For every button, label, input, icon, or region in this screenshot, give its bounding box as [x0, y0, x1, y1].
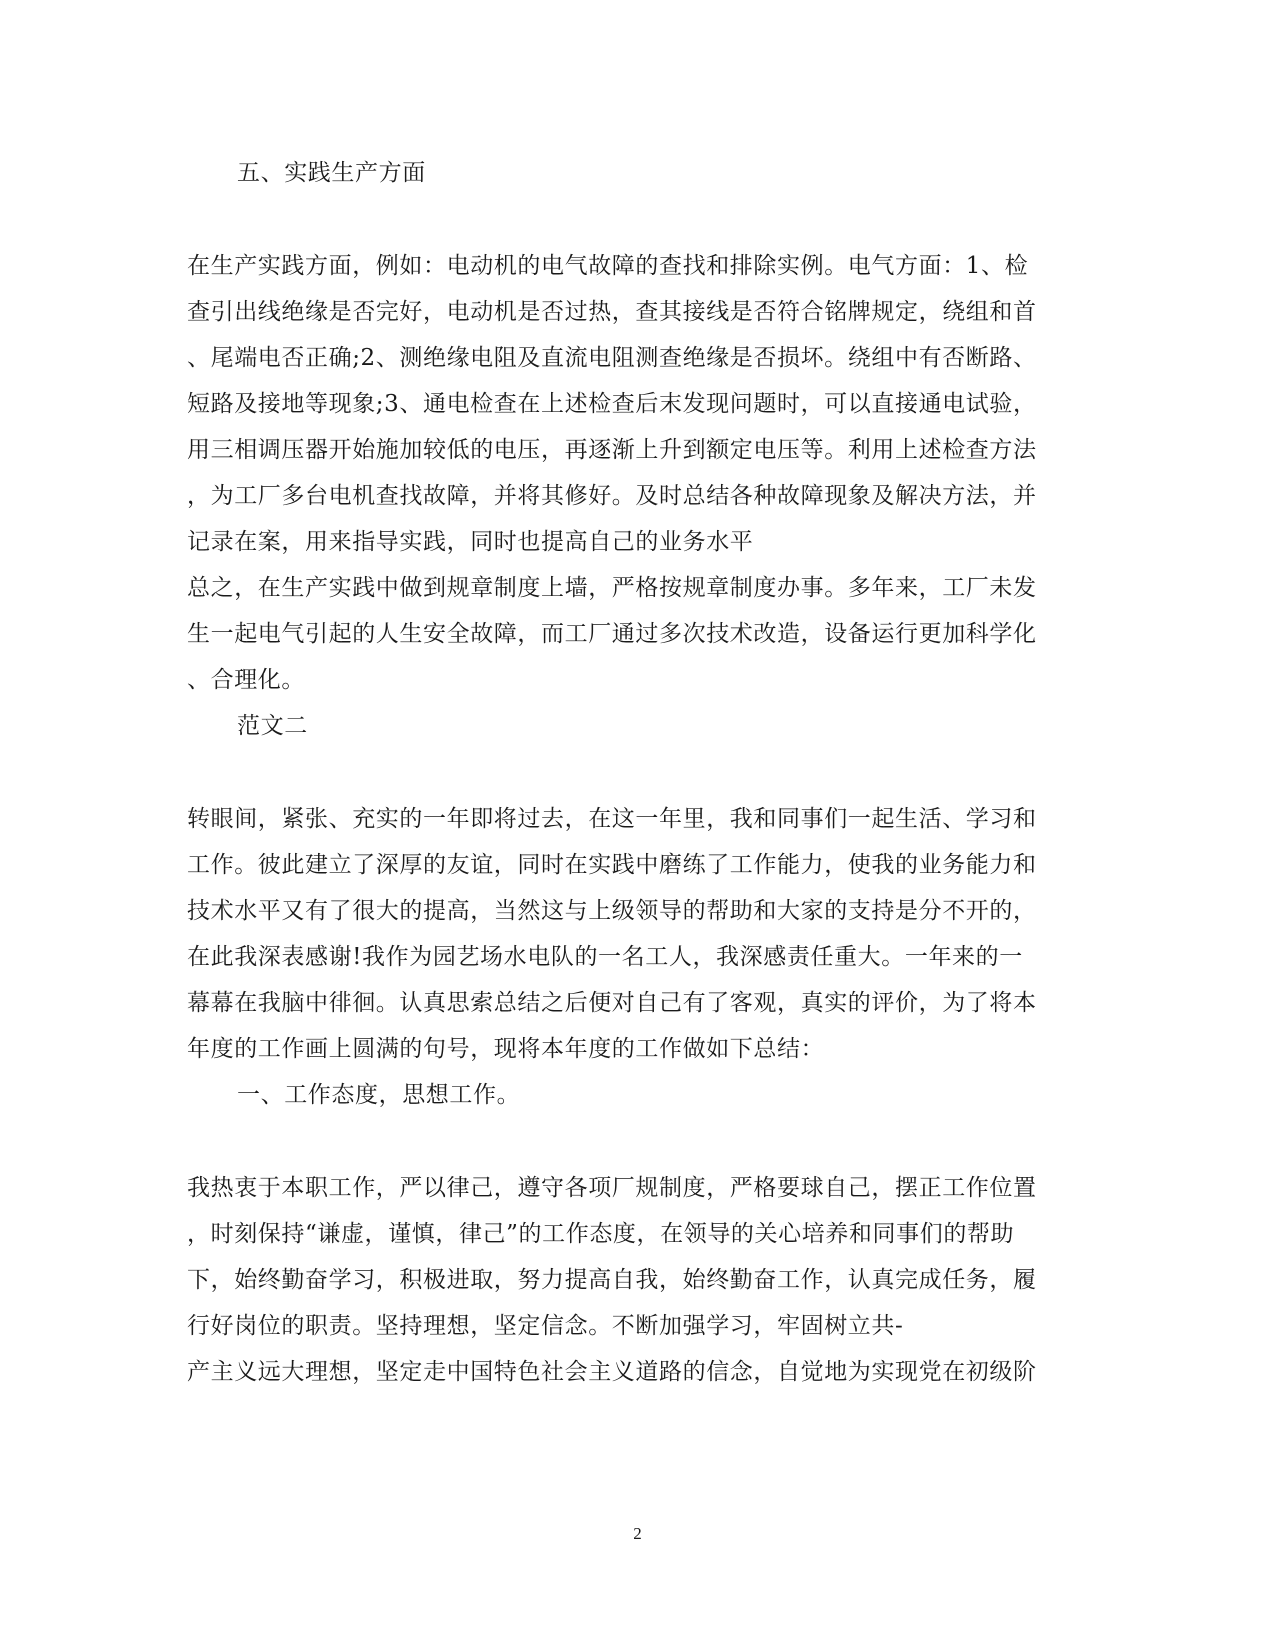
paragraph-line: 行好岗位的职责。坚持理想，坚定信念。不断加强学习，牢固树立共-	[187, 1313, 904, 1339]
paragraph-line: 下，始终勤奋学习，积极进取，努力提高自我，始终勤奋工作，认真完成任务，履	[187, 1267, 1037, 1293]
paragraph-line: ，时刻保持“谦虚，谨慎，律己”的工作态度，在领导的关心培养和同事们的帮助	[187, 1221, 1015, 1247]
paragraph-line: 查引出线绝缘是否完好，电动机是否过热，查其接线是否符合铭牌规定，绕组和首	[187, 299, 1037, 325]
paragraph-line: 年度的工作画上圆满的句号，现将本年度的工作做如下总结：	[187, 1036, 825, 1062]
paragraph-line: 在生产实践方面，例如：电动机的电气故障的查找和排除实例。电气方面：1、检	[187, 253, 1029, 279]
paragraph-line: ，为工厂多台电机查找故障，并将其修好。及时总结各种故障现象及解决方法，并	[187, 483, 1037, 509]
section-heading-practice: 五、实践生产方面	[237, 160, 426, 186]
paragraph-line: 用三相调压器开始施加较低的电压，再逐渐上升到额定电压等。利用上述检查方法	[187, 437, 1037, 463]
paragraph-line: 总之，在生产实践中做到规章制度上墙，严格按规章制度办事。多年来，工厂未发	[187, 575, 1037, 601]
paragraph-line: 幕幕在我脑中徘徊。认真思索总结之后便对自己有了客观，真实的评价，为了将本	[187, 990, 1037, 1016]
page-number: 2	[633, 1524, 642, 1543]
paragraph-line: 工作。彼此建立了深厚的友谊，同时在实践中磨练了工作能力，使我的业务能力和	[187, 852, 1037, 878]
paragraph-line: 、合理化。	[187, 667, 305, 693]
paragraph-line: 生一起电气引起的人生安全故障，而工厂通过多次技术改造，设备运行更加科学化	[187, 621, 1037, 647]
section-heading-sample-two: 范文二	[237, 713, 308, 739]
paragraph-line: 转眼间，紧张、充实的一年即将过去，在这一年里，我和同事们一起生活、学习和	[187, 806, 1037, 832]
paragraph-line: 短路及接地等现象;3、通电检查在上述检查后末发现问题时，可以直接通电试验，	[187, 391, 1037, 417]
paragraph-line: 产主义远大理想，坚定走中国特色社会主义道路的信念，自觉地为实现党在初级阶	[187, 1359, 1037, 1385]
paragraph-line: 、尾端电否正确;2、测绝缘电阻及直流电阻测查绝缘是否损坏。绕组中有否断路、	[187, 345, 1037, 371]
paragraph-line: 技术水平又有了很大的提高，当然这与上级领导的帮助和大家的支持是分不开的，	[187, 898, 1037, 924]
paragraph-line: 我热衷于本职工作，严以律己，遵守各项厂规制度，严格要球自己，摆正工作位置	[187, 1175, 1037, 1201]
paragraph-line: 在此我深表感谢!我作为园艺场水电队的一名工人，我深感责任重大。一年来的一	[187, 944, 1023, 970]
section-heading-work-attitude: 一、工作态度，思想工作。	[237, 1082, 521, 1108]
paragraph-line: 记录在案，用来指导实践，同时也提高自己的业务水平	[187, 529, 754, 555]
